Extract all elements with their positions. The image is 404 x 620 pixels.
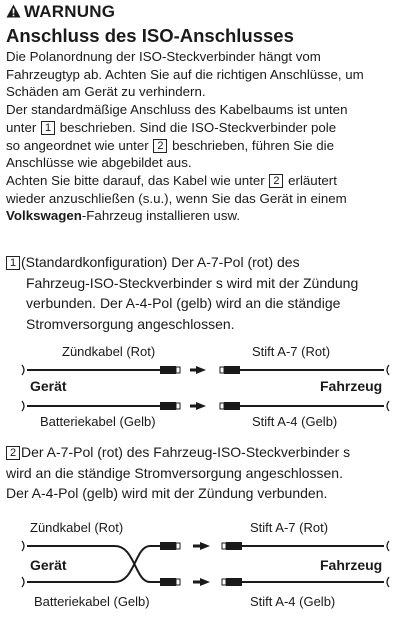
wiring-diagram-1	[0, 340, 404, 430]
diagram2-mid-left: Gerät	[30, 557, 67, 573]
diagram1-bottom-right: Stift A-4 (Gelb)	[252, 414, 338, 429]
text-span: erläutert	[288, 172, 337, 188]
warning-label: WARNUNG	[24, 2, 116, 21]
diagram2-top-left: Zündkabel (Rot)	[30, 520, 124, 535]
diagram1-mid-left: Gerät	[30, 378, 67, 394]
ref-box-1: 1	[41, 121, 55, 135]
intro-line: Der standardmäßige Anschluss des Kabelbaums ist unten	[6, 102, 348, 118]
text-span: beschrieben. Sind die ISO-Steckverbinder pole	[59, 119, 337, 135]
wire-top	[22, 365, 389, 375]
item-line: Fahrzeug-ISO-Steckverbinder s wird mit der Zündung	[26, 274, 359, 291]
item-line: verbunden. Der A-4-Pol (gelb) wird an die ständige	[26, 295, 341, 311]
intro-line	[6, 119, 364, 137]
diagram2-bottom-right: Stift A-4 (Gelb)	[250, 594, 336, 609]
intro-line	[6, 172, 364, 190]
diagram1-top-right: Stift A-7 (Rot)	[252, 344, 331, 359]
connector-top	[160, 541, 389, 551]
item-number-box-2: 2	[6, 446, 20, 460]
diagram2-bottom-left: Batteriekabel (Gelb)	[34, 594, 150, 609]
diagram1-bottom-left: Batteriekabel (Gelb)	[40, 414, 156, 429]
item-line: wird an die ständige Stromversorgung angeschlossen.	[6, 464, 343, 481]
text-span: so angeordnet wie unter	[6, 137, 149, 153]
text-span: (Standardkonfiguration) Der A-7-Pol (rot) des	[21, 254, 300, 270]
brand-name: Volkswagen	[6, 208, 82, 224]
text-span: unter	[6, 119, 37, 135]
warning-header	[6, 2, 115, 22]
item-line: Der A-4-Pol (gelb) wird mit der Zündung verbunden.	[6, 485, 328, 501]
item-line	[6, 442, 350, 463]
diagram2-mid-right: Fahrzeug	[320, 557, 383, 573]
item-line	[6, 252, 358, 273]
wire-bottom	[22, 401, 389, 411]
ref-box-2: 2	[153, 139, 167, 153]
intro-line: Schäden am Gerät zu verhindern.	[6, 84, 206, 100]
intro-line: wieder anzuschließen (s.u.), wenn Sie das Gerät in einem	[6, 190, 347, 206]
intro-paragraph	[6, 48, 364, 225]
intro-line: Anschlüsse wie abgebildet aus.	[6, 155, 192, 171]
ref-box-2: 2	[269, 174, 283, 188]
config-item-1	[6, 252, 358, 334]
intro-line	[6, 137, 364, 155]
diagram1-mid-right: Fahrzeug	[320, 378, 383, 394]
intro-line: Fahrzeugtyp ab. Achten Sie auf die richtigen Anschlüsse, um	[6, 66, 364, 82]
warning-triangle-icon	[6, 4, 21, 18]
connector-bottom	[160, 577, 389, 587]
text-span: Der A-7-Pol (rot) des Fahrzeug-ISO-Steckverbinder s	[21, 444, 351, 460]
intro-line: Die Polanordnung der ISO-Steckverbinder hängt vom	[6, 49, 321, 64]
diagram2-top-right: Stift A-7 (Rot)	[250, 520, 329, 535]
diagram1-top-left: Zündkabel (Rot)	[62, 344, 156, 359]
text-span: Achten Sie bitte darauf, das Kabel wie unter	[6, 172, 265, 188]
intro-line	[6, 207, 364, 225]
item-number-box-1: 1	[6, 256, 20, 270]
text-span: -Fahrzeug installieren usw.	[81, 208, 241, 224]
item-line: Stromversorgung angeschlossen.	[26, 315, 235, 332]
text-span: beschrieben, führen Sie die	[172, 137, 334, 153]
wiring-diagram-2	[0, 515, 404, 611]
section-heading: Anschluss des ISO-Anschlusses	[6, 25, 294, 46]
config-item-2	[6, 442, 350, 504]
